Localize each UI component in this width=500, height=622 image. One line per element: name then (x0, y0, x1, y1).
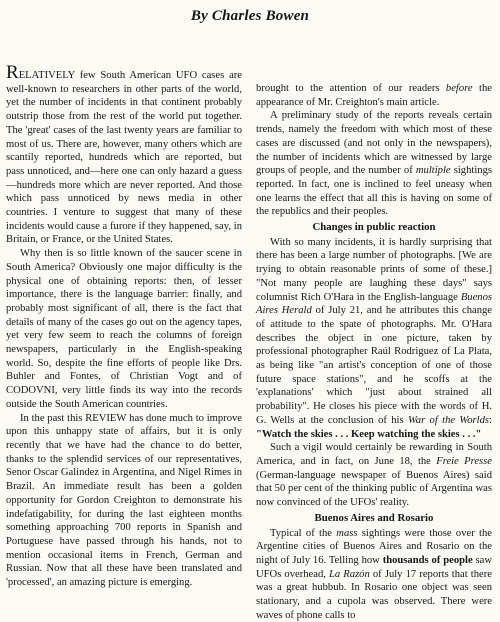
right-column (256, 82, 492, 622)
review-word: REVIEW (85, 413, 126, 424)
drop-cap: R (6, 62, 19, 83)
paragraph: Typical of the mass sightings were those over the Argentine cities of Buenos Aires and Rosario on the night of July 16. Telling how thousands of people saw UFOs overhead, La Razón of July 17 reports that there was a great hubbub. In Rosario one object was seen stationary, and a cupola was observed. There were waves of phone calls to (256, 527, 492, 622)
paragraph: A preliminary study of the reports reveals certain trends, namely the freedom with which most of these cases are discussed (and not only in the newspapers), the number of incidents which are witnessed by large groups of people, and the number of multiple sightings reported. In fact, one is inclined to feel uneasy when one learns the effect that all this is having on some of the republics and their peoples. (256, 109, 492, 219)
section-heading: Buenos Aires and Rosario (256, 512, 492, 526)
paragraph: RELATIVELY few South American UFO cases are well-known to researchers in other parts of the world, yet the number of incidents in that continent probably outstrip those from the rest of the world put together. The 'great' cases of the last twenty years are familiar to most of us. There are, however, many others which are scantily reported, hundreds which are reported, but pass unnoticed, and—here one can only hazard a guess—hundreds more which are never reported. And those which pass unnoticed by news media in other countries. I venture to suggest that many of these incidents would cause a furore if they happened, say, in Britain, or France, or the United States. (6, 66, 242, 247)
paragraph: Such a vigil would certainly be rewarding in South America, and in fact, on June 18, the Freie Presse (German-language newspaper of Buenos Aires) said that 50 per cent of the thinking public of Argentina was now convinced of the UFOs' reality. (256, 441, 492, 510)
section-heading: Changes in public reaction (256, 221, 492, 235)
paragraph: brought to the attention of our readers before the appearance of Mr. Creighton's main article. (256, 82, 492, 109)
left-column (6, 66, 242, 590)
paragraph: With so many incidents, it is hardly surprising that there has been a large number of photographs. [We are trying to obtain reasonable prints of some of these.] "Not many people are laughing these days" says columnist Rich O'Hara in the English-language Buenos Aires Herald of July 21, and he attributes this change of attitude to the spate of photographs. Mr. O'Hara describes the object in one picture, taken by professional photographer Raúl Rodriguez of La Plata, as being like "an artist's conception of one of those future space stations", and he scoffs at the 'explanations' which "just about strained all probability". He closes his piece with the words of H. G. Wells at the conclusion of his War of the Worlds: "Watch the skies . . . Keep watching the skies . . ." (256, 236, 492, 442)
byline: By Charles Bowen (0, 8, 500, 25)
paragraph: Why then is so little known of the saucer scene in South America? Obviously one major difficulty is the physical one of obtaining reports: then, of lesser importance, there is the language barrier: finally, and probably most significant of all, there is the fact that details of many of the cases go out on the agency tapes, yet very few seem to reach the columns of foreign newspapers, particularly in the English-speaking world. So, despite the fine efforts of people like Drs. Buhler and Fontes, of Christian Vogt and of CODOVNI, very little finds its way into the records outside the South American countries. (6, 247, 242, 411)
paragraph: In the past this REVIEW has done much to improve upon this unhappy state of affairs, but it is only recently that we have had the chance to do better, thanks to the splendid services of our representatives, Senor Oscar Galindez in Argentina, and Nigel Rimes in Brazil. An immediate result has been a golden opportunity for Gordon Creighton to demonstrate his indefatigability, for during the last eighteen months something approaching 700 reports in Spanish and Portuguese have passed through his hands, not to mention occasional items in French, German and Russian. Now that all these have been translated and 'processed', an amazing picture is emerging. (6, 412, 242, 590)
